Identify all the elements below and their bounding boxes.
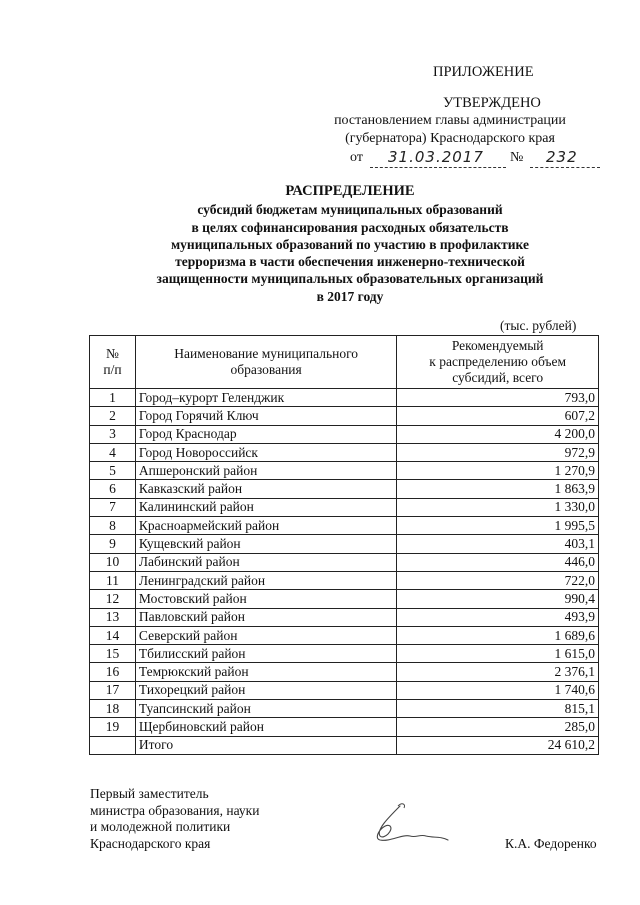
signer-name: К.А. Федоренко — [505, 836, 597, 851]
row-number: 8 — [90, 517, 136, 535]
row-number: 9 — [90, 535, 136, 553]
subsidy-amount: 2 376,1 — [397, 663, 599, 681]
subsidy-amount: 285,0 — [397, 718, 599, 736]
municipality-name: Город Новороссийск — [135, 443, 396, 461]
municipality-name: Кущевский район — [135, 535, 396, 553]
municipality-name: Город–курорт Геленджик — [135, 389, 396, 407]
table-row — [90, 553, 599, 571]
total-row — [90, 736, 599, 754]
subsidy-amount: 1 689,6 — [397, 626, 599, 644]
signature-image — [350, 800, 460, 850]
subsidy-amount: 607,2 — [397, 407, 599, 425]
municipality-name: Апшеронский район — [135, 462, 396, 480]
header-text: Рекомендуемый к распределению объем субсидий, всего — [429, 338, 567, 385]
municipality-name: Туапсинский район — [135, 700, 396, 718]
title-lines — [110, 201, 590, 305]
municipality-name: Тбилисский район — [135, 645, 396, 663]
row-number: 3 — [90, 425, 136, 443]
table-row — [90, 517, 599, 535]
number-prefix: № — [510, 150, 524, 165]
row-number: 18 — [90, 700, 136, 718]
approved-label: УТВЕРЖДЕНО — [443, 95, 541, 111]
title-line: защищенности муниципальных образовательных организаций — [156, 271, 544, 287]
subsidy-amount: 4 200,0 — [397, 425, 599, 443]
appendix-label: ПРИЛОЖЕНИЕ — [433, 64, 534, 80]
municipality-name: Северский район — [135, 626, 396, 644]
municipality-name: Темрюкский район — [135, 663, 396, 681]
title-line: в 2017 году — [316, 288, 384, 304]
signer-line: Краснодарского края — [90, 835, 211, 851]
table-row — [90, 718, 599, 736]
subsidy-amount: 1 995,5 — [397, 517, 599, 535]
units-label: (тыс. рублей) — [500, 318, 577, 333]
subsidy-amount: 815,1 — [397, 700, 599, 718]
approval-date: 31.03.2017 — [388, 148, 484, 166]
table-row — [90, 645, 599, 663]
date-underline — [370, 167, 506, 168]
subsidy-amount: 793,0 — [397, 389, 599, 407]
subsidy-amount: 722,0 — [397, 571, 599, 589]
row-number: 19 — [90, 718, 136, 736]
approval-line-1: постановлением главы администрации — [334, 113, 566, 128]
table-row — [90, 626, 599, 644]
header-text: Наименование муниципального образования — [174, 346, 359, 377]
municipality-name: Кавказский район — [135, 480, 396, 498]
subsidy-amount: 403,1 — [397, 535, 599, 553]
title-main: РАСПРЕДЕЛЕНИЕ — [285, 183, 415, 199]
header-num — [90, 336, 136, 389]
title-line: терроризма в части обеспечения инженерно-технической — [175, 254, 525, 270]
row-number: 4 — [90, 443, 136, 461]
subsidy-amount: 990,4 — [397, 590, 599, 608]
row-number: 10 — [90, 553, 136, 571]
subsidy-amount: 972,9 — [397, 443, 599, 461]
row-number: 5 — [90, 462, 136, 480]
table-row — [90, 608, 599, 626]
header-name — [135, 336, 396, 389]
row-number: 16 — [90, 663, 136, 681]
row-number: 6 — [90, 480, 136, 498]
table-body — [90, 389, 599, 755]
row-number: 17 — [90, 681, 136, 699]
row-number — [90, 736, 136, 754]
title-line: субсидий бюджетам муниципальных образований — [197, 202, 503, 218]
subsidy-amount: 1 330,0 — [397, 498, 599, 516]
table-row — [90, 498, 599, 516]
signer-title — [90, 786, 259, 852]
table-row — [90, 700, 599, 718]
municipality-name: Ленинградский район — [135, 571, 396, 589]
subsidy-amount: 1 270,9 — [397, 462, 599, 480]
row-number: 12 — [90, 590, 136, 608]
municipality-name: Тихорецкий район — [135, 681, 396, 699]
title-line: муниципальных образований по участию в профилактике — [170, 236, 529, 252]
municipality-name: Город Горячий Ключ — [135, 407, 396, 425]
table-row — [90, 425, 599, 443]
title-line: в целях софинансирования расходных обязательств — [191, 219, 509, 235]
table-row — [90, 462, 599, 480]
row-number: 2 — [90, 407, 136, 425]
table-row — [90, 681, 599, 699]
table-row — [90, 535, 599, 553]
municipality-name: Щербиновский район — [135, 718, 396, 736]
subsidy-amount: 1 615,0 — [397, 645, 599, 663]
table-row — [90, 480, 599, 498]
header-value — [397, 336, 599, 389]
header-text: № п/п — [103, 346, 122, 377]
table-row — [90, 590, 599, 608]
approval-line-2: (губернатора) Краснодарского края — [345, 131, 555, 146]
approval-date-row — [350, 150, 610, 170]
subsidy-amount: 1 740,6 — [397, 681, 599, 699]
document-title — [110, 183, 590, 305]
municipality-name: Красноармейский район — [135, 517, 396, 535]
table-row — [90, 571, 599, 589]
row-number: 15 — [90, 645, 136, 663]
municipality-name: Итого — [135, 736, 396, 754]
signer-line: и молодежной политики — [90, 819, 231, 834]
table-row — [90, 443, 599, 461]
approval-number: 232 — [546, 148, 578, 166]
row-number: 14 — [90, 626, 136, 644]
date-prefix: от — [350, 150, 363, 165]
municipality-name: Лабинский район — [135, 553, 396, 571]
table-row — [90, 389, 599, 407]
municipality-name: Павловский район — [135, 608, 396, 626]
subsidy-amount: 493,9 — [397, 608, 599, 626]
signer-line: Первый заместитель — [90, 786, 209, 801]
subsidy-amount: 1 863,9 — [397, 480, 599, 498]
subsidy-amount: 446,0 — [397, 553, 599, 571]
row-number: 1 — [90, 389, 136, 407]
municipality-name: Город Краснодар — [135, 425, 396, 443]
subsidy-amount: 24 610,2 — [397, 736, 599, 754]
number-underline — [530, 167, 600, 168]
table-row — [90, 407, 599, 425]
table-row — [90, 663, 599, 681]
row-number: 7 — [90, 498, 136, 516]
municipality-name: Мостовский район — [135, 590, 396, 608]
table-header-row — [90, 336, 599, 389]
subsidy-table — [89, 335, 599, 755]
row-number: 11 — [90, 571, 136, 589]
municipality-name: Калининский район — [135, 498, 396, 516]
row-number: 13 — [90, 608, 136, 626]
signer-line: министра образования, науки — [90, 802, 260, 818]
